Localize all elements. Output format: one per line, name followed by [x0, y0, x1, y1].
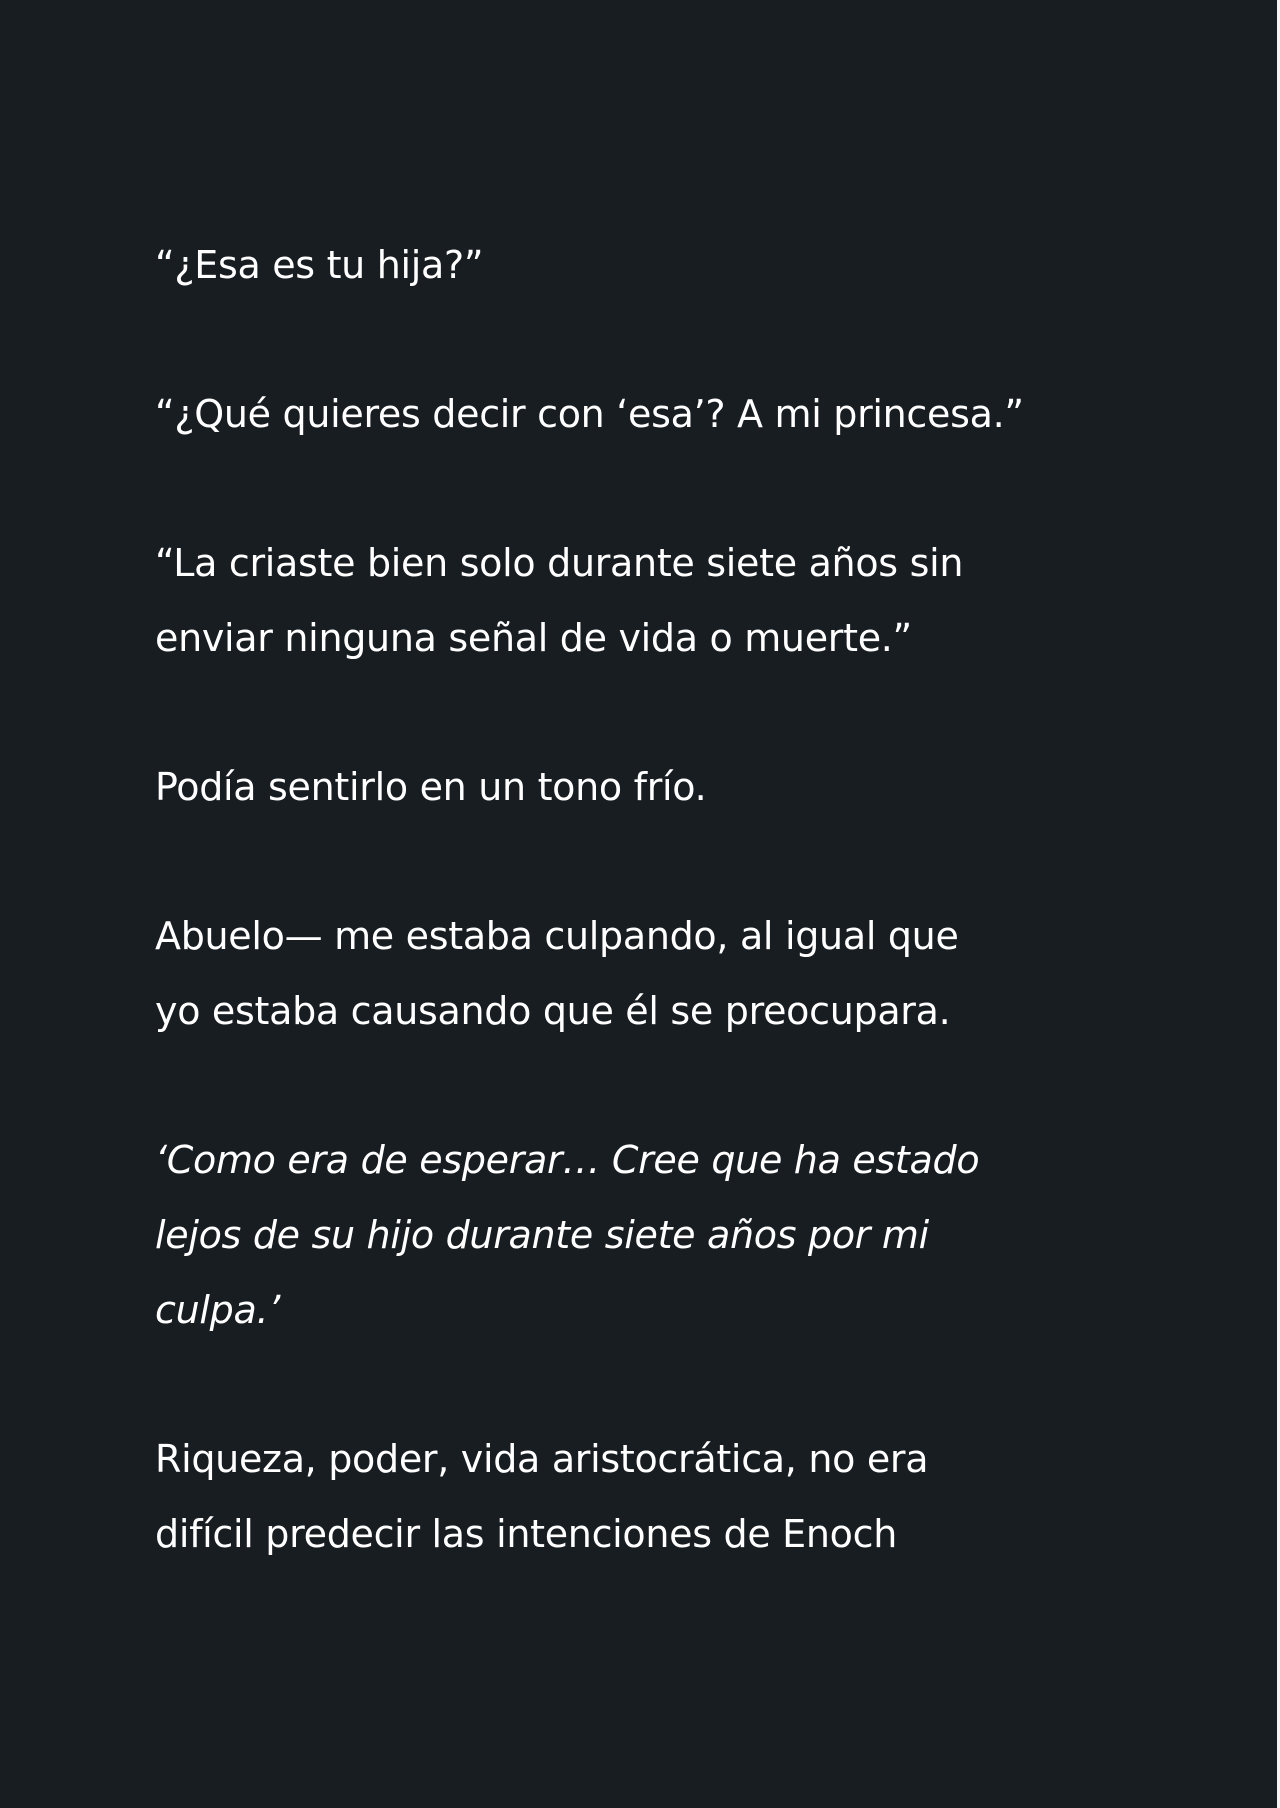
- paragraph-6-thought: [155, 1123, 1115, 1348]
- paragraph-3: [155, 526, 1115, 676]
- chapter-text: [155, 228, 1115, 1572]
- text-line: Riqueza, poder, vida aristocrática, no era: [155, 1437, 929, 1481]
- paragraph-1: [155, 228, 1115, 303]
- text-line: Podía sentirlo en un tono frío.: [155, 765, 707, 809]
- text-line: difícil predecir las intenciones de Enoch: [155, 1512, 898, 1556]
- text-line: “La criaste bien solo durante siete años sin: [155, 541, 964, 585]
- text-line: “¿Qué quieres decir con ‘esa’? A mi princesa.”: [155, 392, 1024, 436]
- text-line: Abuelo— me estaba culpando, al igual que: [155, 914, 959, 958]
- paragraph-4: [155, 750, 1115, 825]
- text-line: lejos de su hijo durante siete años por mi: [155, 1213, 929, 1257]
- paragraph-7: [155, 1422, 1115, 1572]
- text-line: enviar ninguna señal de vida o muerte.”: [155, 616, 912, 660]
- text-line: yo estaba causando que él se preocupara.: [155, 989, 951, 1033]
- text-line: “¿Esa es tu hija?”: [155, 243, 484, 287]
- paragraph-2: [155, 377, 1115, 452]
- text-line: culpa.’: [155, 1288, 280, 1332]
- paragraph-5: [155, 899, 1115, 1049]
- text-line: ‘Como era de esperar… Cree que ha estado: [155, 1138, 980, 1182]
